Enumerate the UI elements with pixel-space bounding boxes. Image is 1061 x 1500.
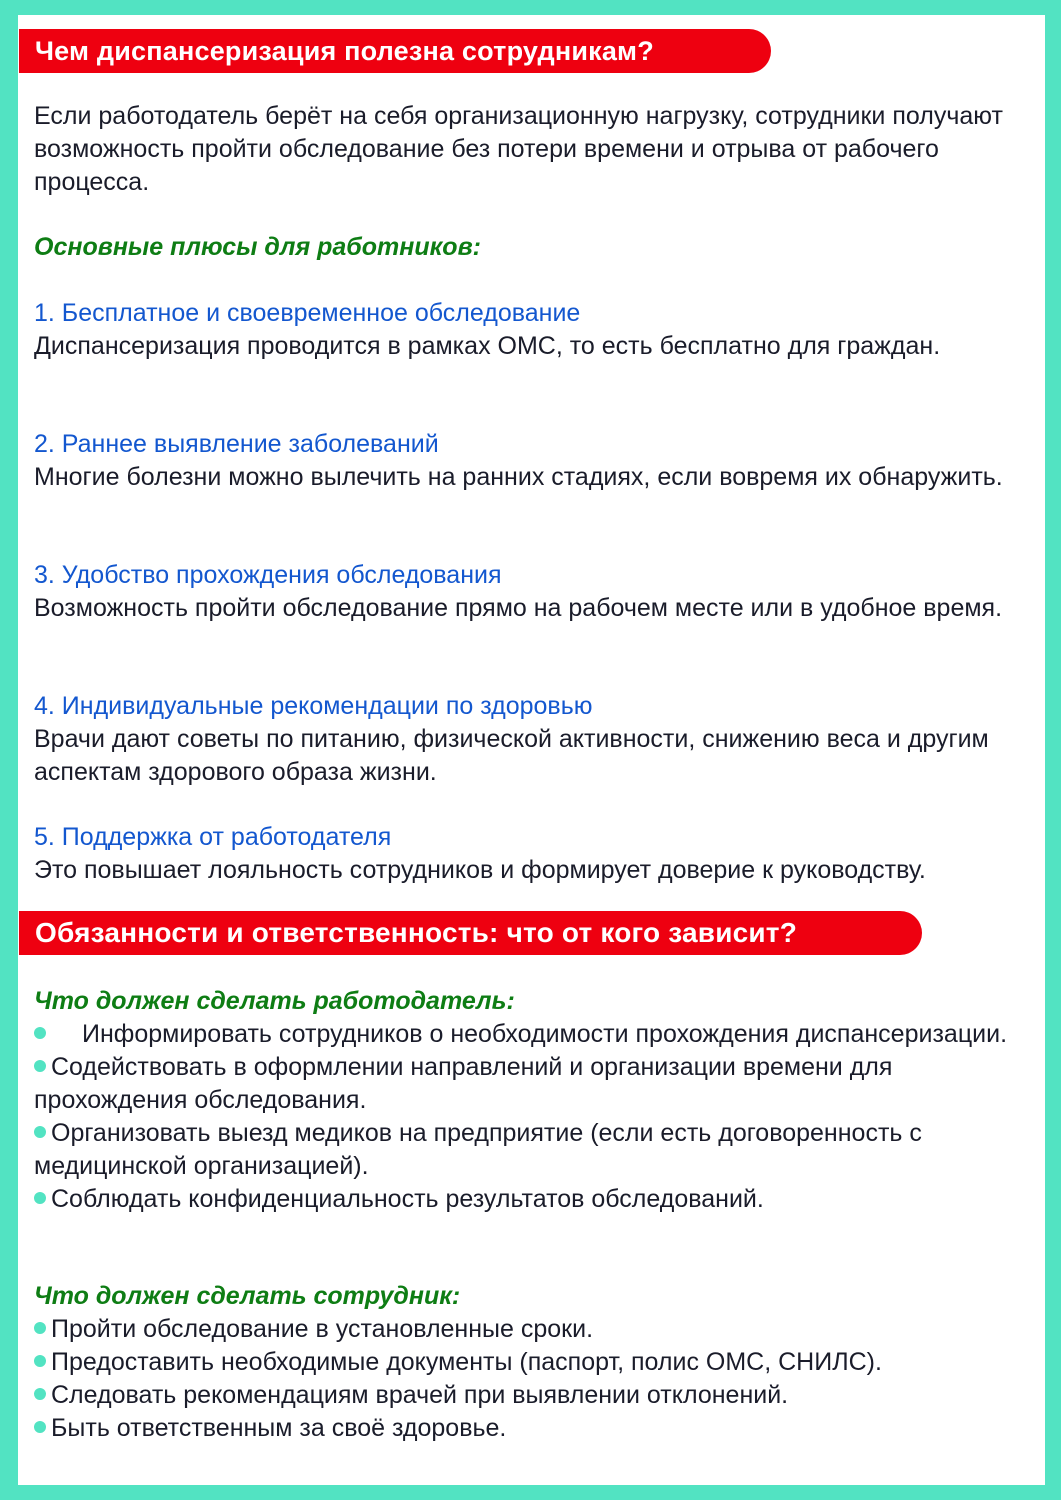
document-page [18, 15, 1045, 1485]
list-item: Соблюдать конфиденциальность результатов обследований. [34, 1183, 1028, 1216]
benefit-text-4: Врачи дают советы по питанию, физической активности, снижению веса и другим аспектам здорового образа жизни. [34, 725, 989, 786]
benefit-title-1: 1. Бесплатное и своевременное обследование [34, 299, 581, 327]
bullet-dot-icon [34, 1060, 46, 1072]
list-item: Пройти обследование в установленные сроки. [34, 1313, 1028, 1346]
benefit-text-5: Это повышает лояльность сотрудников и формирует доверие к руководству. [34, 856, 926, 884]
bullet-dot-icon [34, 1322, 46, 1334]
bullet-dot-icon [34, 1388, 46, 1400]
list-item: Организовать выезд медиков на предприятие (если есть договоренность с медицинской организацией). [34, 1119, 922, 1180]
benefit-title-3: 3. Удобство прохождения обследования [34, 561, 502, 589]
list-item: Предоставить необходимые документы (паспорт, полис ОМС, СНИЛС). [34, 1346, 1028, 1379]
benefits-subheading: Основные плюсы для работников: [34, 233, 481, 261]
employee-duties-list [34, 1313, 1028, 1445]
list-item: Быть ответственным за своё здоровье. [34, 1412, 1028, 1445]
benefit-text-2: Многие болезни можно вылечить на ранних стадиях, если вовремя их обнаружить. [34, 463, 1003, 491]
benefit-title-2: 2. Раннее выявление заболеваний [34, 430, 439, 458]
bullet-dot-icon [34, 1126, 46, 1138]
bullet-dot-icon [34, 1355, 46, 1367]
benefit-title-4: 4. Индивидуальные рекомендации по здоровью [34, 692, 593, 720]
section-banner-responsibilities [19, 911, 922, 955]
bullet-dot-icon [34, 1192, 46, 1204]
bullet-dot-icon [34, 1421, 46, 1433]
benefit-text-3: Возможность пройти обследование прямо на рабочем месте или в удобное время. [34, 594, 1003, 622]
section-title: Чем диспансеризация полезна сотрудникам? [35, 36, 654, 66]
bullet-dot-icon [34, 1027, 46, 1039]
section-title: Обязанности и ответственность: что от кого зависит? [35, 917, 798, 948]
employer-heading: Что должен сделать работодатель: [34, 987, 515, 1015]
employer-duties-list [34, 1018, 1028, 1216]
section-banner-benefits [19, 29, 771, 73]
benefit-text-1: Диспансеризация проводится в рамках ОМС, то есть бесплатно для граждан. [34, 332, 941, 360]
list-item: Информировать сотрудников о необходимости прохождения диспансеризации. [34, 1018, 1028, 1051]
list-item: Содействовать в оформлении направлений и организации времени для прохождения обследования. [34, 1053, 893, 1114]
employee-heading: Что должен сделать сотрудник: [34, 1282, 461, 1310]
intro-paragraph: Если работодатель берёт на себя организационную нагрузку, сотрудники получают возможность пройти обследование без потери времени и отрыва от рабочего процесса. [34, 102, 1003, 196]
benefit-title-5: 5. Поддержка от работодателя [34, 823, 392, 851]
list-item: Следовать рекомендациям врачей при выявлении отклонений. [34, 1379, 1028, 1412]
